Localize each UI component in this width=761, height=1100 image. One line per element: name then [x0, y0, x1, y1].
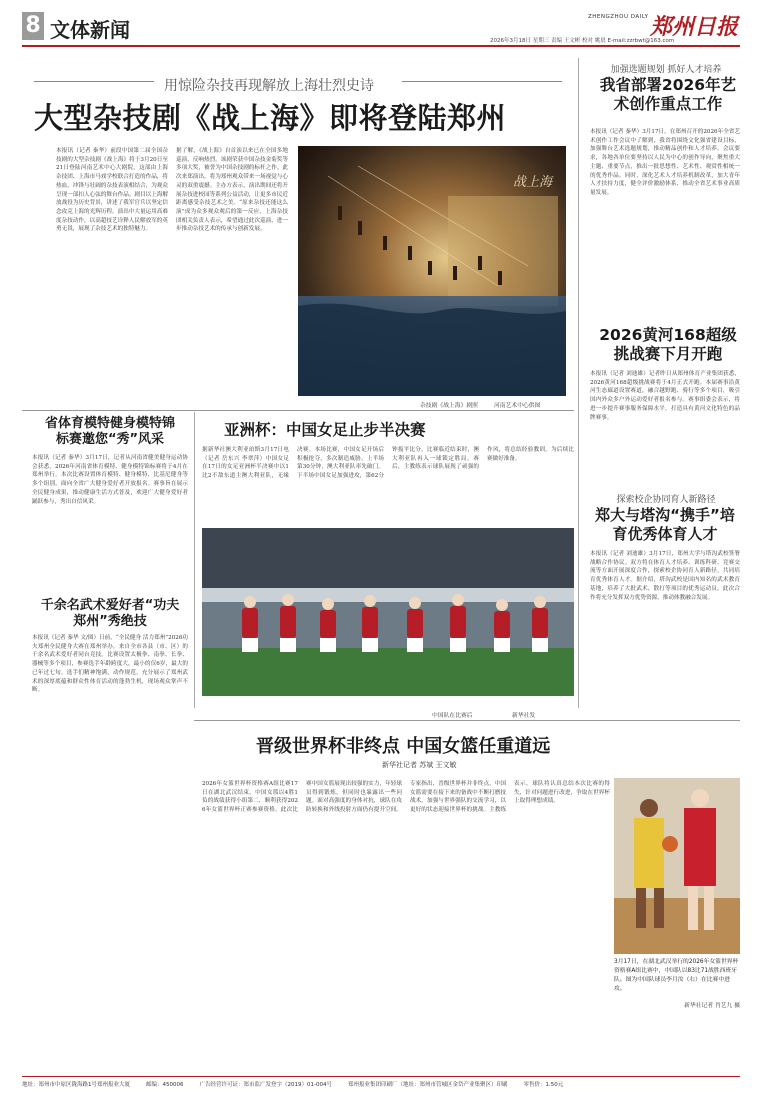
football-body: 据新华社澳大利亚珀斯3月17日电（记者 岳东兴 李翠萍）中国女足在17日的女足亚洲杯半决赛中以1比2不敌东道主澳大利亚队，无缘决赛。本场比赛，中国女足开场后积极抢夺，多次制造威胁。上半场第30分钟，澳大利亚队率先破门。下半场中国女足加强进攻，第62分钟扳平比分。比赛临近结束时，澳大利亚队再入一球锁定胜局。赛后，主教练表示球队展现了顽强的作风，将总结经验教训，为后续比赛做好准备。 [202, 447, 574, 480]
footer-printer: 郑州报业集团印刷厂（地址：郑州市管城区金岱产业集聚区）印刷 [348, 1082, 508, 1088]
football-photo-credit: 新华社发 [512, 713, 536, 719]
footer-rule [22, 1076, 740, 1077]
svg-text:战上海: 战上海 [513, 175, 553, 190]
sidebar1-body: 本报讯（记者 秦华）3月17日，在郑州召开的2026年全省艺术创作工作会议中了解到，我省将围绕文化强省建设目标，加强舞台艺术选题规划，推动精品创作和人才培养。会议要求，各地各单位要坚持以人民为中心的创作导向，聚焦重大主题、重要节点，推出一批思想性、艺术性、观赏性相统一的优秀作品。同时，深化艺术人才培养机制改革，加大青年人才扶持力度，健全评价激励体系，推动全省艺术事业高质量发展。 [590, 129, 740, 196]
article1-kicker-rule [34, 81, 154, 82]
jinxiu-title: 省体育模特健身模特锦标赛邀您“秀”风采 [44, 416, 175, 447]
article1-body-right: 据了解，《战上海》自首演以来已在全国多地巡演，反响热烈。该剧荣获中国杂技金菊奖等多项大奖，被誉为中国杂技剧的标杆之作。此次来郑演出，将为郑州观众带来一场视觉与心灵的双重震撼。主办方表示，演出期间还将开展杂技进校园等系列公益活动，让更多市民近距离感受杂技艺术之美。“原来杂技还能这么演”成为众多观众观后的第一反应，上海杂技团相关负责人表示，希望通过此次巡演，进一步推动杂技艺术的传承与创新发展。 [176, 148, 288, 233]
article1-title: 大型杂技剧《战上海》即将登陆郑州 [34, 101, 507, 135]
wushu-body: 本报讯（记者 秦华 文/图）日前，“全民健身 活力郑州”2026功夫郑州全民健身大赛在郑州举办，来自全市各县（市、区）的千余名武术爱好者同台竞技。比赛设置太极拳、南拳、长拳、器械等多个项目，参赛选手年龄跨度大，最小的仅6岁，最大的已年过七旬。选手们精神饱满，动作规范，充分展示了郑州武术的深厚底蕴和群众性体育活动的蓬勃生机，现场观众掌声不断。 [32, 635, 188, 694]
football-photo [202, 528, 574, 696]
section-title: 文体新闻 [50, 18, 130, 42]
sidebar3-body: 本报讯（记者 刘迪雄）3月17日，郑州大学与塔沟武校签署战略合作协议。双方将在体育人才培养、训练科研、竞赛交流等方面开展深度合作，探索校企协同育人新路径，共同培育优秀体育人才。据介绍，塔沟武校是国内知名的武术教育基地，培养了大批武术、散打等项目的优秀运动员。此次合作将充分发挥双方优势资源，推动体教融合发展。 [590, 551, 740, 601]
stage-photo-caption: 杂技剧《战上海》剧照 [420, 403, 478, 409]
header-rule [22, 45, 740, 47]
sidebar-divider [578, 58, 579, 708]
stage-photo-credit: 河南艺术中心供图 [494, 403, 541, 409]
stage-photo-image [298, 146, 566, 396]
article1-kicker: 用惊险杂技再现解放上海壮烈史诗 [164, 78, 374, 94]
football-photo-caption: 中国队在比赛后 [432, 713, 473, 719]
wushu-title: 千余名武术爱好者“功夫郑州”秀绝技 [40, 598, 180, 629]
football-photo-image [202, 528, 574, 696]
section-rule-low [194, 720, 740, 721]
sidebar3-kicker: 探索校企协同育人新路径 [616, 495, 716, 505]
sidebar2-title: 2026黄河168超级挑战赛下月开跑 [599, 326, 737, 363]
footer-address: 地址：郑州市中原区陇海路1号郑州报业大厦 [22, 1082, 131, 1088]
page-number-box: 8 [22, 12, 44, 40]
date-line: 2026年3月18日 星期三 责编 王文彬 校对 姚晨 E-mail:zzrbwt@163.com [490, 38, 675, 44]
article1-body-left: 本报讯（记者 秦华）前段中国第二届全国杂技剧的大型杂技剧《战上海》将于3月20日至21日登陆河南艺术中心大剧院，这部由上海杂技团、上海市马戏学校联合打造的作品，将热血、冲锋与壮阔的杂技表演相结合，为观众呈现一部扣人心弦的舞台作品。剧目以上海解放战役为历史背景，讲述了我军官兵以坚定信念攻克上海的光辉历程。演出中大量运用高难度杂技动作，以高超技艺诠释人民解放军的英勇无畏，展现了杂技艺术的独特魅力。 [56, 148, 168, 233]
basketball-photo-image [614, 778, 740, 954]
footer-bar [22, 1080, 740, 1088]
basketball-credit: 新华社记者 苏斌 王文敏 [382, 761, 457, 769]
basketball-title: 晋级世界杯非终点 中国女篮任重道远 [256, 736, 551, 757]
article1-kicker-rule-right [402, 81, 562, 82]
paper-name-pinyin: ZHENGZHOU DAILY [588, 14, 649, 20]
basketball-photo-credit: 新华社记者 肖艺九 摄 [684, 1003, 740, 1009]
footer-price: 零售价：1.50元 [523, 1082, 564, 1088]
basketball-photo-caption: 3月17日，在湖北武汉举行的2026年女篮世界杯资格赛A组比赛中，中国队以83比71战胜西班牙队。图为中国队球员李月汝（右）在比赛中进攻。 [614, 959, 739, 992]
left-column-divider [194, 412, 195, 708]
sidebar3-title: 郑大与塔沟“携手”培育优秀体育人才 [595, 506, 735, 543]
paper-logo: 郑州日报 [650, 14, 739, 40]
section-rule-mid [22, 410, 574, 411]
football-title: 亚洲杯：中国女足止步半决赛 [224, 421, 426, 439]
footer-zip: 邮编：450006 [146, 1082, 184, 1088]
footer-license: 广告经营许可证：郑市监广发登字（2019）01-004号 [199, 1082, 332, 1088]
stage-photo [298, 146, 566, 396]
basketball-photo [614, 778, 740, 954]
jinxiu-body: 本报讯（记者 秦华）3月17日，记者从河南省健美健身运动协会获悉，2026年河南省体育模特、健身模特锦标赛将于4月在郑州举行。本次比赛设置体育模特、健身模特、比基尼健身等多个组别，面向全省广大健身爱好者开放报名。赛事旨在展示全民健身成果，推动健康生活方式普及，欢迎广大健身爱好者踊跃参与，秀出自信风采。 [32, 455, 188, 505]
sidebar1-kicker: 加强选题规划 抓好人才培养 [610, 65, 722, 75]
sidebar1-title: 我省部署2026年艺术创作重点工作 [599, 76, 737, 113]
basketball-body: 2026年女篮世界杯资格赛A组比赛17日在湖北武汉结束，中国女篮以4胜1负的战绩获得小组第二，顺利获得2026年女篮世界杯正赛参赛资格。此次比赛中国女篮展现出较强的实力，年轻球员得到锻炼，但同时也暴露出一些问题。面对高强度的身体对抗，球队在攻防转换和外线投射方面仍有提升空间。专家指出，晋级世界杯并非终点，中国女篮需要在接下来的备战中不断打磨技战术，加强与世界强队的交流学习，以更好的状态迎接世界杯的挑战。主教练表示，球队将认真总结本次比赛的得失，针对问题进行改进，争取在世界杯上取得理想成绩。 [202, 781, 610, 814]
sidebar2-body: 本报讯（记者 刘迪雄）记者昨日从郑州体育产业集团获悉，2026黄河168超级挑战赛将于4月正式开跑。本届赛事沿黄河生态廊道设置赛道，融合越野跑、骑行等多个项目，吸引国内外众多户外运动爱好者报名参与。赛事组委会表示，将进一步提升赛事服务保障水平，打造具有黄河文化特色的品牌赛事。 [590, 371, 740, 421]
